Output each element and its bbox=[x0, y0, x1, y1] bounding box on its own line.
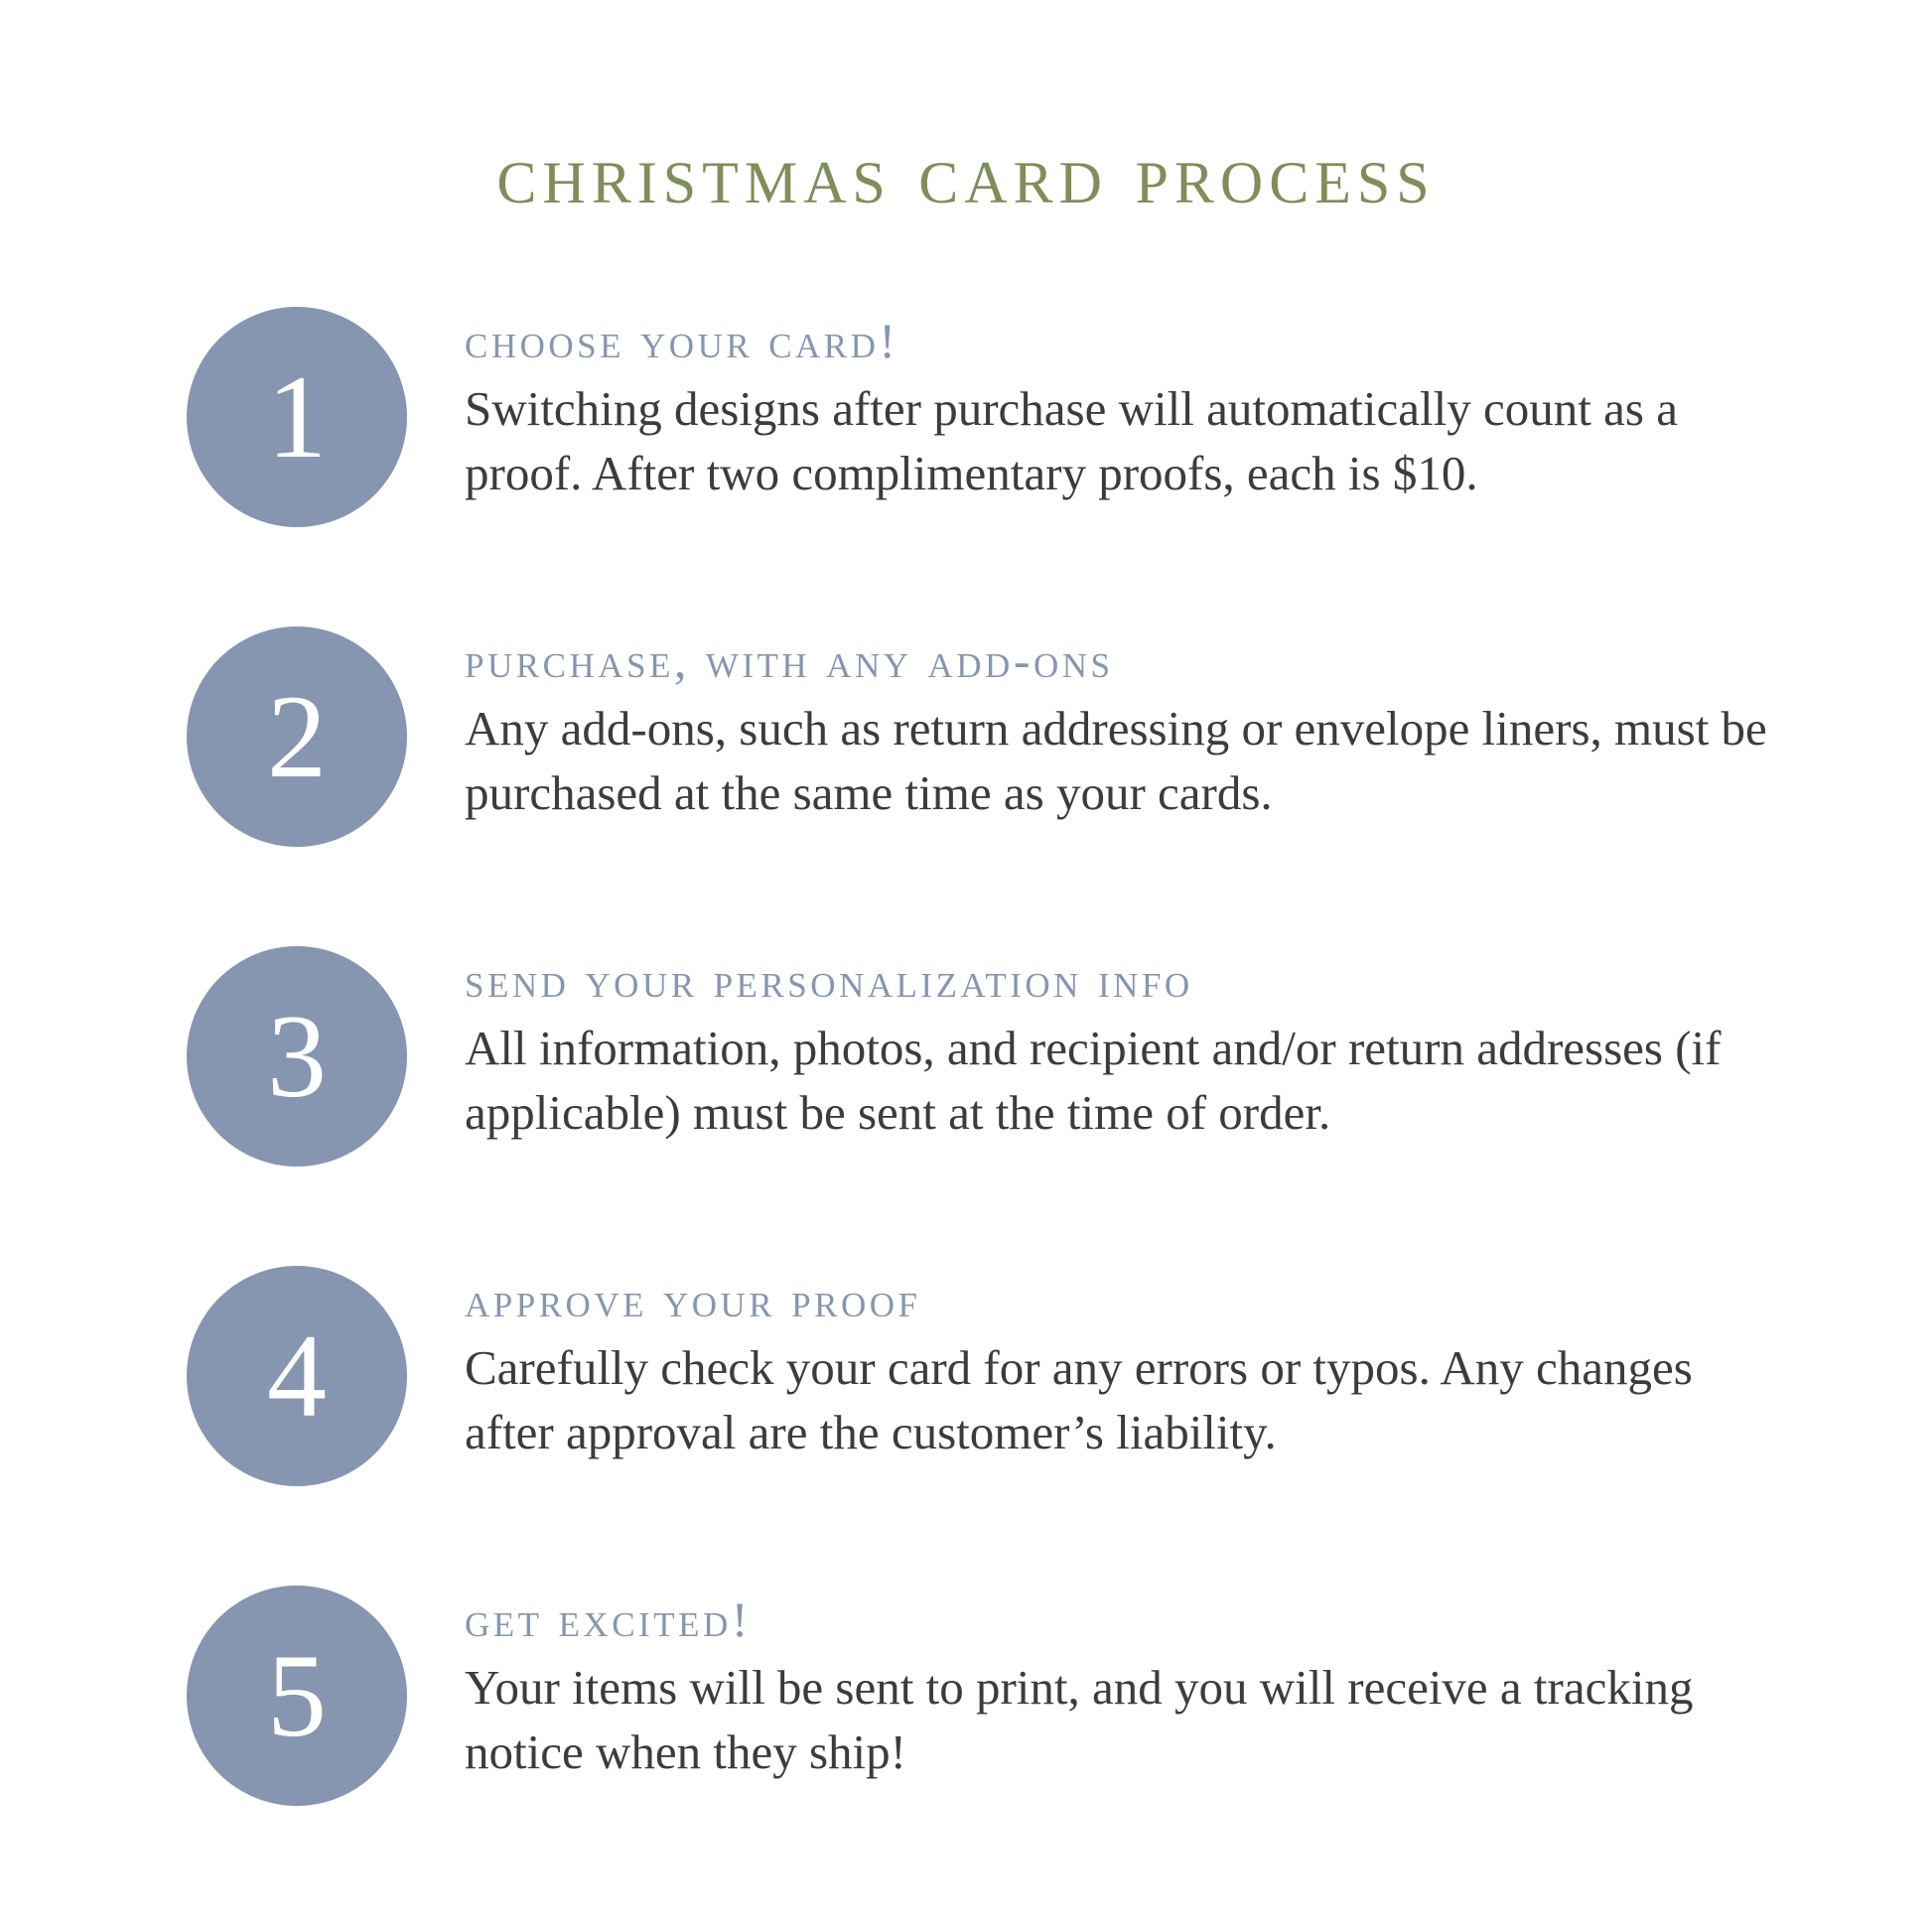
step-content bbox=[407, 1250, 1795, 1465]
step-number-badge: 3 bbox=[187, 946, 407, 1167]
step-description: Your items will be sent to print, and you will receive a tracking notice when they ship! bbox=[465, 1660, 1694, 1779]
step-number-badge: 4 bbox=[187, 1266, 407, 1486]
step-number-badge: 1 bbox=[187, 307, 407, 527]
step-description: All information, photos, and recipient and/or return addresses (if applicable) must be sent at the time of order. bbox=[465, 1021, 1722, 1140]
step-number-badge: 5 bbox=[187, 1586, 407, 1806]
step-title: send your personalization info bbox=[465, 951, 1193, 1008]
step-content bbox=[407, 930, 1795, 1146]
step-description: Any add-ons, such as return addressing or envelope liners, must be purchased at the same time as your cards. bbox=[465, 701, 1767, 820]
step-number-badge: 2 bbox=[187, 626, 407, 847]
process-step-list bbox=[0, 291, 1932, 1806]
step-title: approve your proof bbox=[465, 1271, 921, 1327]
process-step bbox=[187, 1570, 1872, 1806]
process-step bbox=[187, 930, 1872, 1167]
step-title: choose your card! bbox=[465, 312, 899, 368]
step-description: Switching designs after purchase will automatically count as a proof. After two complimentary proofs, each is $10. bbox=[465, 381, 1678, 500]
step-description: Carefully check your card for any errors or typos. Any changes after approval are the customer’s liability. bbox=[465, 1340, 1693, 1459]
step-content bbox=[407, 1570, 1795, 1785]
process-step bbox=[187, 291, 1872, 527]
step-content bbox=[407, 611, 1795, 826]
step-title: purchase, with any add-ons bbox=[465, 631, 1114, 688]
process-step bbox=[187, 611, 1872, 847]
step-title: get excited! bbox=[465, 1590, 752, 1647]
step-content bbox=[407, 291, 1795, 506]
page-title: christmas card process bbox=[496, 126, 1436, 221]
process-step bbox=[187, 1250, 1872, 1486]
